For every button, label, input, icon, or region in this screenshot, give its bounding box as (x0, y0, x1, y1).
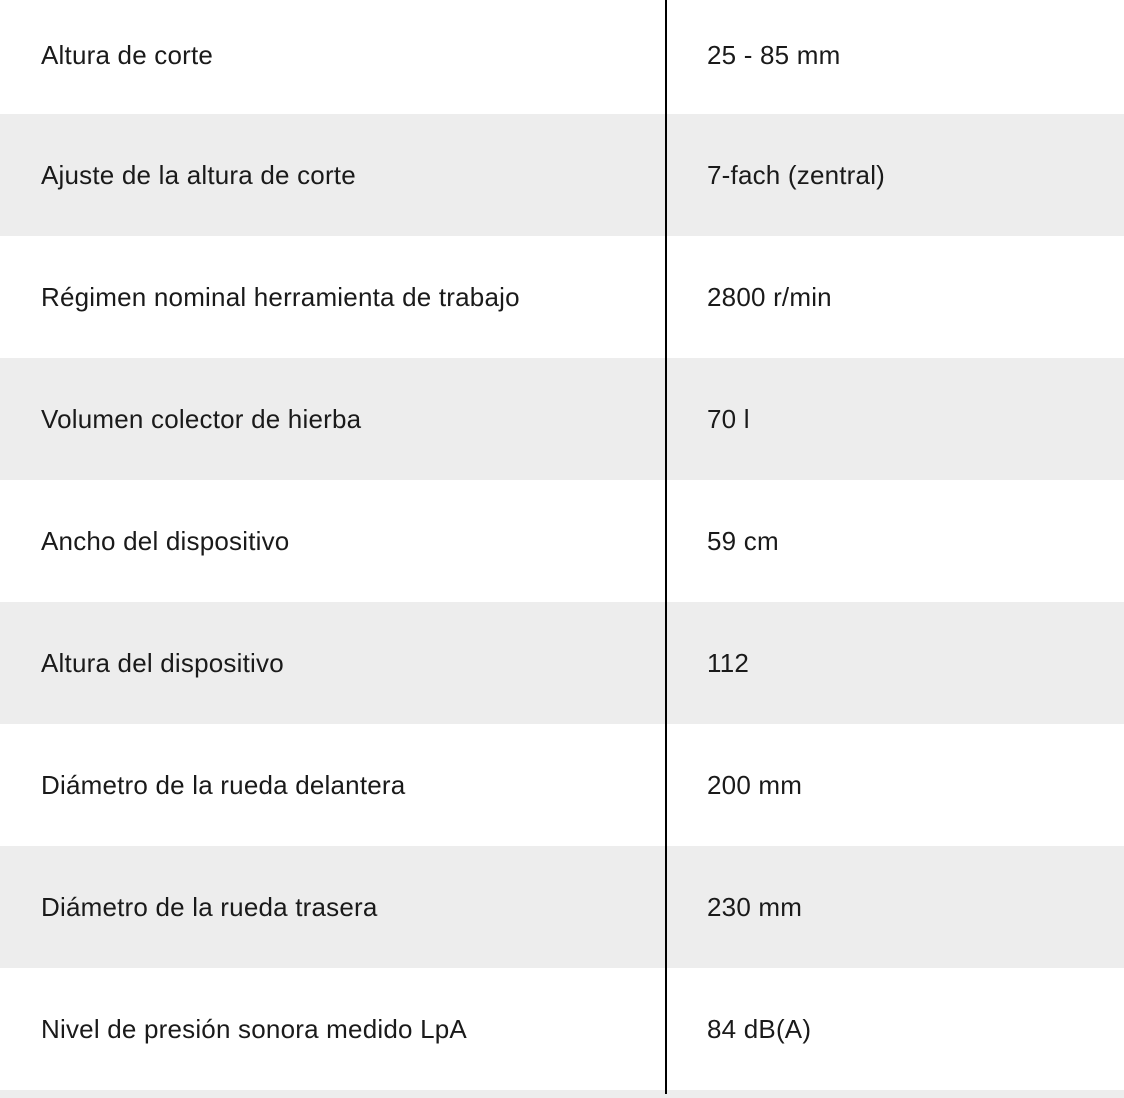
spec-value: 200 mm (707, 769, 803, 800)
table-row (0, 114, 1124, 236)
spec-label: Nivel de presión sonora medido LpA (41, 1013, 467, 1044)
spec-label: Altura de corte (41, 39, 214, 70)
table-row (0, 236, 1124, 358)
spec-label: Diámetro de la rueda delantera (41, 769, 406, 800)
table-row (0, 724, 1124, 846)
spec-value: 7-fach (zentral) (707, 159, 886, 190)
spec-value: 70 l (707, 403, 750, 434)
spec-value: 59 cm (707, 525, 779, 556)
spec-label: Régimen nominal herramienta de trabajo (41, 281, 520, 312)
spec-value: 230 mm (707, 891, 803, 922)
table-row (0, 480, 1124, 602)
spec-label: Ancho del dispositivo (41, 525, 290, 556)
spec-value: 84 dB(A) (707, 1013, 812, 1044)
spec-label: Volumen colector de hierba (41, 403, 362, 434)
spec-value: 2800 r/min (707, 281, 832, 312)
table-row (0, 968, 1124, 1090)
column-divider (665, 0, 667, 1094)
spec-label: Diámetro de la rueda trasera (41, 891, 378, 922)
table-row (0, 0, 1124, 114)
table-row (0, 846, 1124, 968)
spec-value: 112 (707, 647, 750, 678)
table-row-partial (0, 1090, 1124, 1098)
table-row (0, 358, 1124, 480)
spec-value: 25 - 85 mm (707, 39, 841, 70)
table-row (0, 602, 1124, 724)
spec-label: Altura del dispositivo (41, 647, 284, 678)
spec-label: Ajuste de la altura de corte (41, 159, 356, 190)
